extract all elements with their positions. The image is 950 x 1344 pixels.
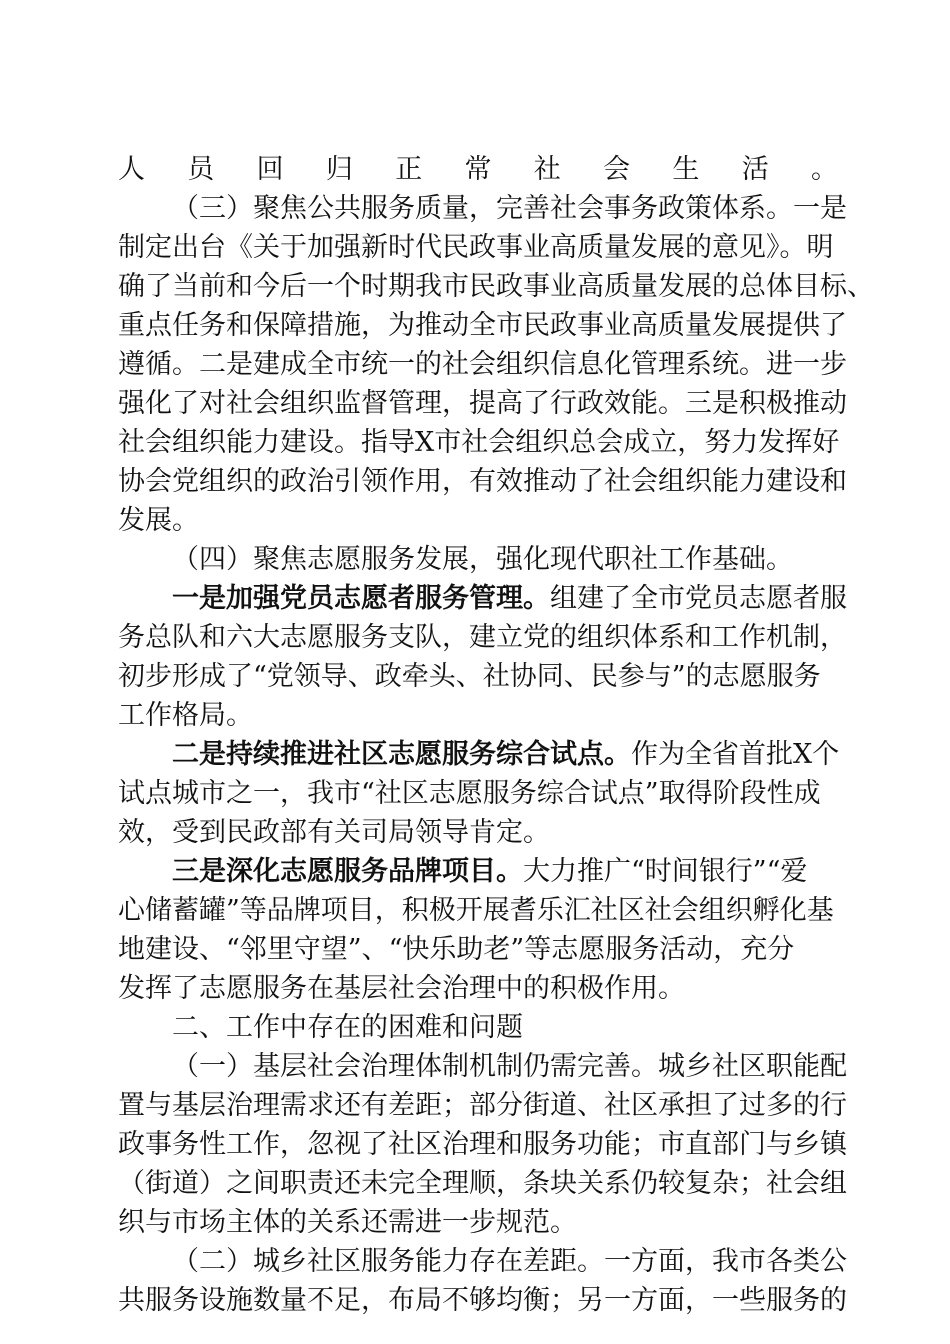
text-line: 强化了对社会组织监督管理，提高了行政效能。三是积极推动 [118, 388, 847, 419]
section-heading: （四）聚焦志愿服务发展，强化现代职社工作基础。 [172, 544, 793, 575]
text-line: 效，受到民政部有关司局领导肯定。 [118, 817, 550, 848]
text-line: 初步形成了“党领导、政牵头、社协同、民参与”的志愿服务 [118, 661, 821, 692]
text-line: 置与基层治理需求还有差距；部分街道、社区承担了过多的行 [118, 1090, 847, 1121]
text-line: 三是深化志愿服务品牌项目。大力推广“时间银行”“爱 [172, 856, 808, 887]
text-line: 试点城市之一，我市“社区志愿服务综合试点”取得阶段性成 [118, 778, 821, 809]
text-line: 制定出台《关于加强新时代民政事业高质量发展的意见》。明 [118, 232, 834, 263]
text-line: 人员回归正常社会生活。 [118, 154, 838, 185]
text-line: 织与市场主体的关系还需进一步规范。 [118, 1207, 577, 1238]
bold-lead: 一是加强党员志愿者服务管理。 [172, 583, 550, 614]
text-line: 工作格局。 [118, 700, 253, 731]
text-line: 一是加强党员志愿者服务管理。组建了全市党员志愿者服 [172, 583, 847, 614]
text-line: 重点任务和保障措施，为推动全市民政事业高质量发展提供了 [118, 310, 847, 341]
text-line: 二是持续推进社区志愿服务综合试点。作为全省首批X个 [172, 739, 840, 770]
bold-lead: 三是深化志愿服务品牌项目。 [172, 856, 523, 887]
text-line: 遵循。二是建成全市统一的社会组织信息化管理系统。进一步 [118, 349, 847, 380]
text-line: 确了当前和今后一个时期我市民政事业高质量发展的总体目标、 [118, 271, 874, 302]
bold-lead: 二是持续推进社区志愿服务综合试点。 [172, 739, 631, 770]
text-line: （三）聚焦公共服务质量，完善社会事务政策体系。一是 [172, 193, 847, 224]
text-line: （一）基层社会治理体制机制仍需完善。城乡社区职能配 [172, 1051, 847, 1082]
chapter-heading: 二、工作中存在的困难和问题 [172, 1012, 523, 1043]
text-line: 务总队和六大志愿服务支队，建立党的组织体系和工作机制， [118, 622, 847, 653]
text-line: 心储蓄罐”等品牌项目，积极开展耆乐汇社区社会组织孵化基 [118, 895, 834, 926]
text-line: 政事务性工作，忽视了社区治理和服务功能；市直部门与乡镇 [118, 1129, 847, 1160]
text-line: （二）城乡社区服务能力存在差距。一方面，我市各类公 [172, 1246, 847, 1277]
text-line: 发展。 [118, 505, 199, 536]
text-line: 地建设、“邻里守望”、“快乐助老”等志愿服务活动，充分 [118, 934, 795, 965]
text-line: 发挥了志愿服务在基层社会治理中的积极作用。 [118, 973, 685, 1004]
text-line: 协会党组织的政治引领作用，有效推动了社会组织能力建设和 [118, 466, 847, 497]
document-body [118, 150, 874, 1320]
text-line: 共服务设施数量不足，布局不够均衡；另一方面，一些服务的 [118, 1285, 847, 1316]
text-line: 社会组织能力建设。指导X市社会组织总会成立，努力发挥好 [118, 427, 840, 458]
text-line: （街道）之间职责还未完全理顺，条块关系仍较复杂；社会组 [118, 1168, 847, 1199]
